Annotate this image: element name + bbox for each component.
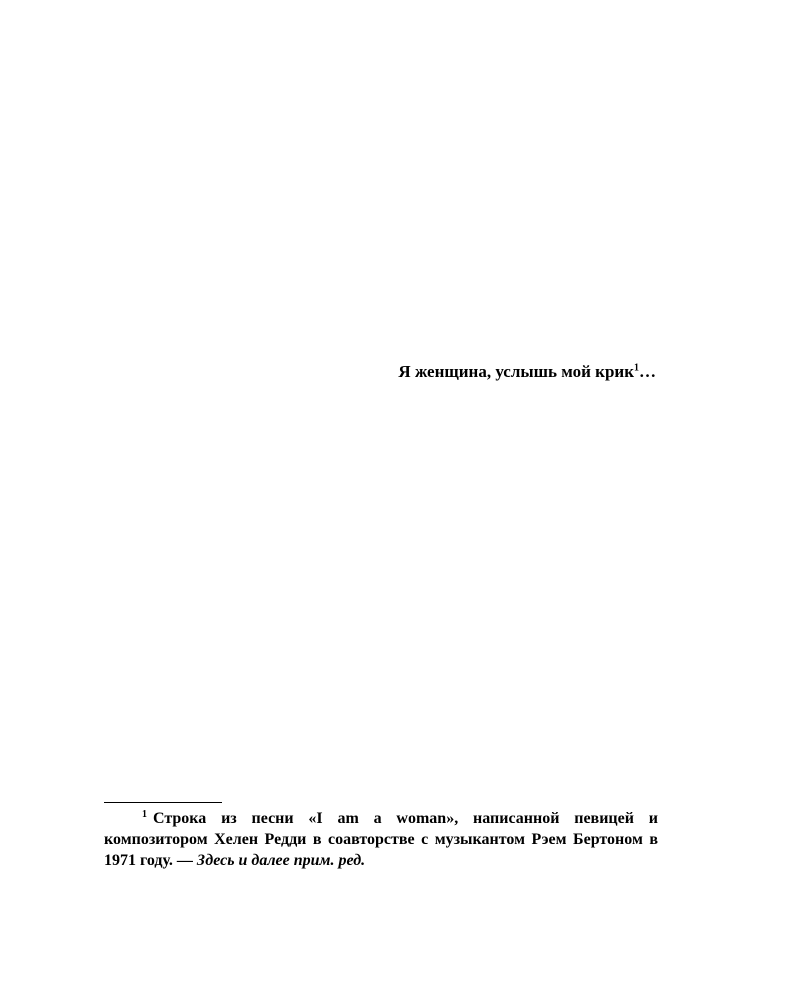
epigraph-ellipsis: … [639,362,656,381]
footnote [104,808,658,871]
footnote-text: Строка из песни «I am a woman», написанной певицей и композитором Хелен Редди в соавторстве с музыкантом Рэем Бертоном в 1971 году. — [104,810,658,869]
footnote-marker: 1 [142,808,147,820]
footnote-editor-note: Здесь и далее прим. ред. [196,852,366,869]
epigraph-text: Я женщина, услышь мой крик [398,362,634,381]
footnote-reference: 1 [634,362,639,374]
epigraph [300,362,656,382]
footnote-divider [104,802,222,803]
